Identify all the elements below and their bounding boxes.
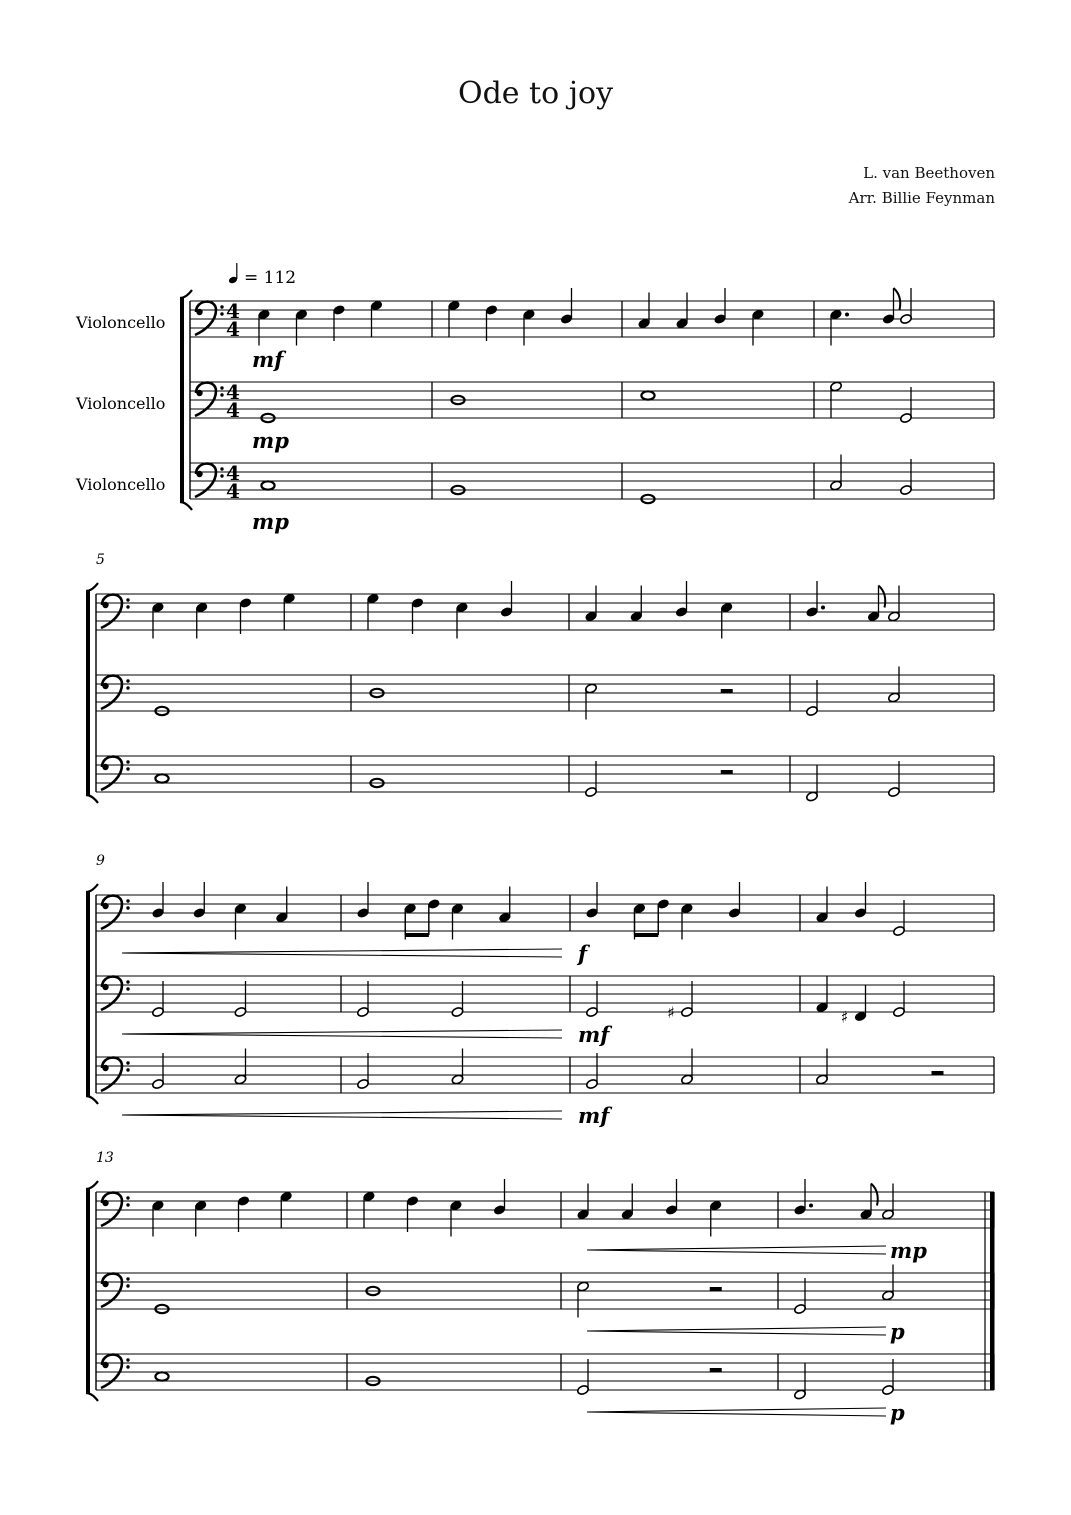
clef-dot <box>126 1358 129 1361</box>
measure <box>586 981 694 1022</box>
note <box>194 1200 207 1237</box>
note <box>498 887 511 924</box>
crescendo-hairpin <box>587 1408 886 1416</box>
note <box>681 903 694 940</box>
clef-dot <box>126 605 129 608</box>
note <box>239 597 252 634</box>
note <box>234 981 247 1018</box>
note <box>234 903 247 940</box>
note <box>450 1200 463 1237</box>
tempo-marking <box>228 263 296 288</box>
bracket-hook <box>86 795 98 803</box>
note <box>714 288 727 325</box>
measure <box>830 381 913 424</box>
note <box>900 459 913 496</box>
clef-head <box>102 1200 108 1206</box>
note <box>585 586 598 623</box>
note <box>586 1053 599 1090</box>
bracket-bar <box>86 892 90 1096</box>
measure <box>152 1191 293 1237</box>
clef-dot <box>126 1068 129 1071</box>
bracket-hook <box>180 290 192 298</box>
hairpin-line <box>122 953 562 957</box>
note <box>841 986 867 1027</box>
instrument-label: Violoncello <box>76 313 166 332</box>
note <box>830 381 843 418</box>
note <box>681 1049 694 1086</box>
note <box>577 1281 590 1318</box>
time-sig-denominator: 4 <box>226 479 240 503</box>
dynamic-marking: mf <box>578 1103 610 1128</box>
measure-number: 9 <box>96 853 105 869</box>
rest-block <box>721 689 733 693</box>
crescendo-hairpin <box>122 1111 562 1119</box>
note <box>665 1179 678 1216</box>
clef-dot <box>126 598 129 601</box>
measure <box>794 1265 895 1315</box>
sharp-sign: ♯ <box>840 1007 849 1027</box>
note <box>860 1184 878 1221</box>
bracket-hook <box>86 1096 98 1104</box>
clef-curve <box>101 1355 122 1388</box>
measure <box>155 1372 168 1380</box>
measure <box>152 593 296 639</box>
note <box>357 882 370 919</box>
note <box>411 597 424 634</box>
bass-clef-icon <box>101 1193 130 1226</box>
clef-head <box>102 903 108 909</box>
note <box>676 293 689 330</box>
measure <box>258 300 383 346</box>
dynamic-marking: mf <box>578 1022 610 1047</box>
dynamic-marking: f <box>578 941 588 966</box>
note <box>333 304 346 341</box>
dynamic-marking: mf <box>252 347 284 372</box>
staff <box>96 1049 994 1094</box>
staff <box>75 380 994 424</box>
note <box>234 1049 247 1086</box>
clef-head <box>196 309 202 315</box>
bracket-bar <box>86 1189 90 1393</box>
clef-dot <box>220 312 223 315</box>
bracket-hook <box>86 1181 98 1189</box>
note <box>720 602 733 639</box>
note <box>794 1278 807 1315</box>
note <box>794 1364 807 1401</box>
hairpin-line <box>122 1030 562 1034</box>
measure <box>806 761 901 802</box>
measure-number: 5 <box>96 552 105 568</box>
bass-clef-icon <box>101 676 130 709</box>
bass-clef-icon <box>101 1274 130 1307</box>
bass-clef-icon <box>101 977 130 1010</box>
note <box>295 309 308 346</box>
note <box>258 309 271 346</box>
staff <box>75 455 994 504</box>
clef-dot <box>126 906 129 909</box>
note <box>586 882 599 919</box>
note <box>152 1053 165 1090</box>
hairpin-line <box>122 1034 562 1038</box>
clef-dot <box>126 1284 129 1287</box>
note <box>882 1359 895 1396</box>
dynamic-marking: mp <box>890 1238 927 1263</box>
clef-dot <box>126 679 129 682</box>
clef-head <box>102 1065 108 1071</box>
clef-dot <box>220 467 223 470</box>
note <box>816 887 829 924</box>
measure <box>586 1049 694 1090</box>
whole-notehead <box>641 391 654 399</box>
dot <box>845 313 849 317</box>
clef-dot <box>126 899 129 902</box>
measure <box>816 1049 944 1086</box>
note <box>900 288 913 325</box>
note <box>638 293 651 330</box>
clef-curve <box>101 757 122 790</box>
measure <box>806 667 901 717</box>
note <box>888 761 901 798</box>
staff <box>96 1265 994 1318</box>
dynamic-marking: mp <box>252 509 289 534</box>
bass-clef-icon <box>101 1355 130 1388</box>
clef-curve <box>195 383 216 416</box>
measure <box>830 455 913 496</box>
note <box>493 1179 506 1216</box>
measure <box>816 977 906 1027</box>
clef-curve <box>101 676 122 709</box>
hairpin-line <box>587 1408 886 1412</box>
note <box>816 977 829 1014</box>
hairpin-line <box>122 949 562 953</box>
note <box>893 900 906 937</box>
bass-clef-icon <box>195 464 224 497</box>
clef-dot <box>126 767 129 770</box>
measure <box>794 1359 895 1400</box>
note <box>854 882 867 919</box>
note <box>448 300 461 337</box>
quarter-note-icon <box>228 263 238 284</box>
measure <box>585 683 733 720</box>
whole-notehead <box>155 1372 168 1380</box>
note <box>152 602 165 639</box>
staff <box>75 288 994 346</box>
hairpin-line <box>587 1412 886 1416</box>
clef-curve <box>101 1274 122 1307</box>
clef-head <box>102 764 108 770</box>
time-sig-denominator: 4 <box>226 317 240 341</box>
instrument-label: Violoncello <box>76 394 166 413</box>
system <box>75 288 994 510</box>
staff <box>96 882 994 940</box>
note <box>357 981 370 1018</box>
bass-clef-icon <box>101 595 130 628</box>
bracket-bar <box>180 298 184 502</box>
note <box>193 882 206 919</box>
bracket-hook <box>86 884 98 892</box>
staff <box>96 667 994 720</box>
note <box>728 882 741 919</box>
measure <box>261 481 274 489</box>
measure-number: 13 <box>96 1150 114 1166</box>
dynamic-marking: mp <box>252 428 289 453</box>
clef-head <box>102 602 108 608</box>
clef-curve <box>101 896 122 929</box>
clef-head <box>102 683 108 689</box>
staff <box>96 1354 994 1400</box>
measure <box>357 1049 464 1090</box>
final-barline <box>990 1192 995 1390</box>
flag <box>894 288 901 310</box>
bass-clef-icon <box>101 896 130 929</box>
clef-dot <box>126 1365 129 1368</box>
note <box>882 1184 895 1221</box>
clef-head <box>196 390 202 396</box>
dot <box>809 1204 813 1208</box>
measure <box>577 1281 722 1318</box>
clef-dot <box>126 1203 129 1206</box>
note <box>237 1195 250 1232</box>
hairpin-line <box>587 1327 886 1331</box>
bracket-hook <box>86 583 98 591</box>
bass-clef-icon <box>101 1058 130 1091</box>
half-rest <box>932 1071 944 1075</box>
hairpin-line <box>587 1250 886 1254</box>
clef-dot <box>220 305 223 308</box>
note <box>630 586 643 623</box>
clef-curve <box>195 302 216 335</box>
note <box>560 288 573 325</box>
note <box>451 1049 464 1086</box>
crescendo-hairpin <box>122 1030 562 1038</box>
note <box>752 309 765 346</box>
note <box>586 981 599 1018</box>
sharp-sign: ♯ <box>667 1003 675 1022</box>
clef-dot <box>220 474 223 477</box>
clef-curve <box>101 595 122 628</box>
note <box>155 774 168 782</box>
measure <box>816 882 906 937</box>
whole-notehead <box>261 481 274 489</box>
staff <box>96 1179 994 1237</box>
systems <box>75 288 995 1425</box>
dynamic-marking: p <box>890 1400 905 1425</box>
note <box>195 602 208 639</box>
crescendo-hairpin <box>587 1246 886 1254</box>
note <box>406 1195 419 1232</box>
half-rest <box>710 1368 722 1372</box>
hairpin-line <box>122 1115 562 1119</box>
note <box>888 586 901 623</box>
clef-head <box>196 471 202 477</box>
clef-head <box>102 984 108 990</box>
note <box>261 481 274 489</box>
staff <box>96 756 994 802</box>
composer: L. van Beethoven <box>863 164 995 182</box>
half-rest <box>710 1287 722 1291</box>
half-rest <box>721 770 733 774</box>
note <box>283 593 296 630</box>
clef-curve <box>101 1058 122 1091</box>
note <box>451 903 464 940</box>
note <box>280 1191 293 1228</box>
bass-clef-icon <box>195 383 224 416</box>
system <box>86 853 994 1104</box>
note <box>357 1053 370 1090</box>
measure <box>155 774 168 782</box>
note <box>152 981 165 1018</box>
measure <box>794 1179 895 1220</box>
clef-dot <box>220 393 223 396</box>
bass-clef-icon <box>101 757 130 790</box>
bracket-hook <box>86 1393 98 1401</box>
note <box>585 683 598 720</box>
note <box>363 1191 376 1228</box>
note <box>577 1184 590 1221</box>
time-sig-denominator: 4 <box>226 398 240 422</box>
note <box>456 602 469 639</box>
bracket-hook <box>180 502 192 510</box>
measure <box>641 391 654 399</box>
note <box>806 766 819 803</box>
note <box>888 667 901 704</box>
rest-block <box>932 1071 944 1075</box>
staff <box>96 976 994 1027</box>
clef-curve <box>101 1193 122 1226</box>
instrument-label: Violoncello <box>76 475 166 494</box>
note <box>577 1359 590 1396</box>
clef-curve <box>195 464 216 497</box>
measure <box>152 1049 247 1090</box>
score-title: Ode to joy <box>457 76 614 111</box>
system <box>86 552 994 803</box>
time-sig-numerator: 4 <box>226 299 240 323</box>
crescendo-hairpin <box>122 949 562 957</box>
note <box>523 309 536 346</box>
note <box>641 391 654 399</box>
note <box>893 981 906 1018</box>
flag <box>879 586 886 608</box>
bracket-bar <box>86 591 90 795</box>
note <box>867 586 885 623</box>
note <box>500 581 513 618</box>
note <box>830 309 849 346</box>
note <box>621 1184 634 1221</box>
half-rest <box>721 689 733 693</box>
hairpin-line <box>587 1246 886 1250</box>
clef-curve <box>101 977 122 1010</box>
clef-head <box>102 1281 108 1287</box>
rest-block <box>710 1368 722 1372</box>
clef-dot <box>126 987 129 990</box>
note <box>275 887 288 924</box>
hairpin-line <box>122 1111 562 1115</box>
note <box>830 455 843 492</box>
note <box>485 304 498 341</box>
time-sig-numerator: 4 <box>226 461 240 485</box>
clef-dot <box>220 386 223 389</box>
hairpin-line <box>587 1331 886 1335</box>
flag <box>871 1184 878 1206</box>
clef-dot <box>126 980 129 983</box>
note <box>806 680 819 717</box>
dynamic-marking: p <box>890 1319 905 1344</box>
note <box>155 1372 168 1380</box>
note <box>152 882 165 919</box>
note <box>816 1049 829 1086</box>
crescendo-hairpin <box>587 1327 886 1335</box>
arranger: Arr. Billie Feynman <box>848 189 995 207</box>
note <box>709 1200 722 1237</box>
whole-notehead <box>155 774 168 782</box>
rest-block <box>710 1287 722 1291</box>
note <box>882 1265 895 1302</box>
clef-head <box>102 1362 108 1368</box>
note <box>900 387 913 424</box>
staff <box>96 581 994 639</box>
bass-clef-icon <box>195 302 224 335</box>
rest-block <box>721 770 733 774</box>
note <box>370 300 383 337</box>
dot <box>821 606 825 610</box>
time-sig-numerator: 4 <box>226 380 240 404</box>
clef-dot <box>126 1277 129 1280</box>
note <box>152 1200 165 1237</box>
note <box>367 593 380 630</box>
clef-dot <box>126 1061 129 1064</box>
system <box>86 1150 995 1401</box>
note <box>451 981 464 1018</box>
note <box>585 761 598 798</box>
note <box>667 981 693 1022</box>
note <box>675 581 688 618</box>
tempo-text: = 112 <box>244 268 297 288</box>
measure <box>806 581 901 622</box>
clef-dot <box>126 686 129 689</box>
clef-dot <box>126 760 129 763</box>
clef-dot <box>126 1196 129 1199</box>
